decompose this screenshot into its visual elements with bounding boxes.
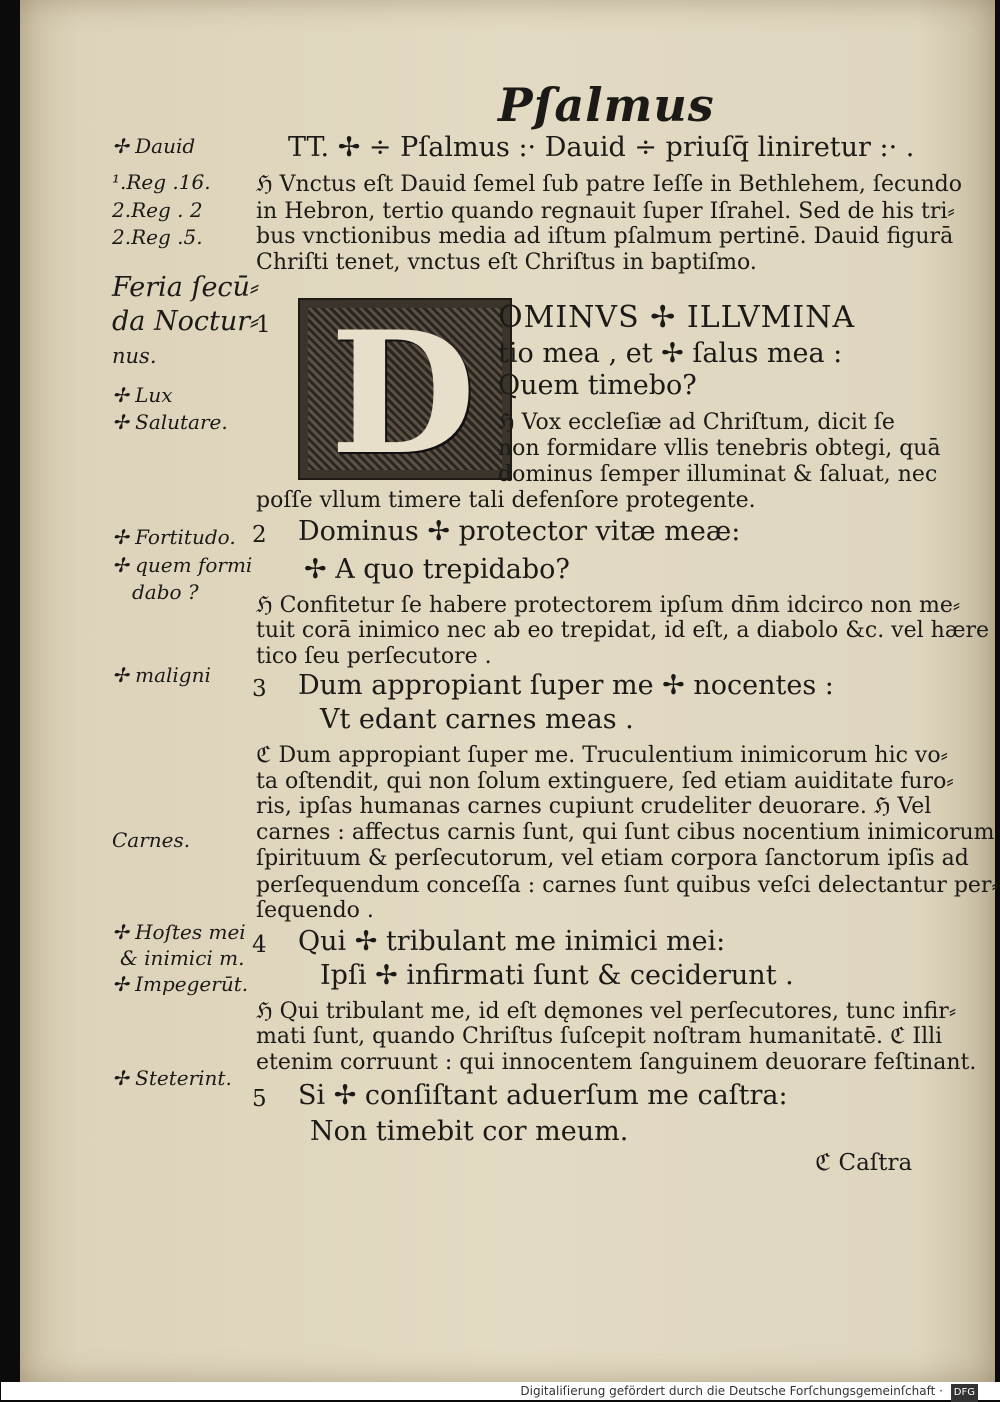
gloss-line: ſpirituum & perſecutorum, vel etiam corpora ſanctorum ipſis ad	[256, 846, 969, 871]
verse-number: 4	[252, 932, 267, 958]
decorated-initial	[298, 294, 512, 492]
gloss-line: ℭ Dum appropiant ſuper me. Truculentium inimicorum hic vo⸗	[256, 743, 948, 768]
gloss-line: ℌ Confitetur ſe habere protectorem ipſum dn̄m idcirco non me⸗	[256, 593, 961, 618]
margin-note: ✢ Hoſtes mei	[112, 920, 246, 944]
intro-line: in Hebron, tertio quando regnauit ſuper Iſrahel. Sed de his tri⸗	[256, 199, 955, 224]
footer-credit: Digitaliſierung gefördert durch die Deutsche Forſchungsgemeinſchaft ·	[520, 1384, 943, 1398]
margin-note: ✢ maligni	[112, 663, 211, 687]
margin-note: ¹.Reg .16.	[112, 170, 211, 194]
gloss-line: etenim corruunt : qui innocentem ſanguinem deuorare feſtinant.	[256, 1050, 977, 1075]
verse-number: 2	[252, 522, 267, 548]
verse-line: Dominus ✢ protector vitæ meæ:	[298, 516, 741, 547]
margin-note: ✢ Fortitudo.	[112, 525, 236, 549]
gloss-line: perſequendum conceſſa : carnes ſunt quibus veſci delectantur per⸗	[256, 873, 999, 898]
verse-line: tio mea , et ✢ ſalus mea :	[498, 338, 843, 369]
dfg-logo: DFG	[951, 1384, 978, 1402]
gloss-line: mati ſunt, quando Chriſtus ſuſcepit noſtram humanitatē. ℭ Illi	[256, 1024, 943, 1049]
psalm-title: TT. ✢ ÷ Pſalmus :· Dauid ÷ priuſq̄ liniretur :· .	[288, 132, 915, 163]
verse-number: 1	[256, 312, 271, 338]
verse-line: Quem timebo?	[498, 370, 697, 401]
gloss-line: tico ſeu perſecutore .	[256, 644, 492, 669]
margin-note: nus.	[112, 344, 157, 368]
margin-note: & inimici m.	[120, 946, 245, 970]
verse-line: Dum appropiant ſuper me ✢ nocentes :	[298, 670, 834, 701]
verse-number: 3	[252, 676, 267, 702]
verse-line: Non timebit cor meum.	[310, 1116, 629, 1147]
margin-note: dabo ?	[132, 580, 199, 604]
gloss-line: ℌ Qui tribulant me, id eſt dęmones vel perſecutores, tunc infir⸗	[256, 999, 957, 1024]
gloss-line: ſequendo .	[256, 898, 374, 923]
margin-note: ✢ Impegerūt.	[112, 972, 249, 996]
margin-note: 2.Reg .5.	[112, 225, 203, 249]
verse-line: OMINVS ✢ ILLVMINA	[498, 300, 856, 335]
book-page	[20, 0, 999, 1382]
margin-note: Carnes.	[112, 828, 191, 852]
gloss-line: non formidare vllis tenebris obtegi, quā	[498, 436, 941, 461]
gloss-line: carnes : affectus carnis ſunt, qui ſunt cibus nocentium inimicorum	[256, 820, 995, 845]
margin-note: ✢ Lux	[112, 383, 173, 407]
verse-line: ✢ A quo trepidabo?	[304, 554, 570, 585]
margin-note: da Noctur⸗	[112, 306, 260, 337]
gloss-line: ta oſtendit, qui non ſolum extinguere, ſed etiam auiditate furo⸗	[256, 769, 954, 794]
digitization-footer	[1, 1382, 1000, 1400]
gloss-line: ℌ Vox eccleſiæ ad Chriſtum, dicit ſe	[498, 410, 895, 435]
margin-note: ✢ quem formi	[112, 553, 253, 577]
margin-note: ✢ Dauid	[112, 134, 196, 158]
margin-note: ✢ Steterint.	[112, 1066, 232, 1090]
margin-note: Feria ſecū⸗	[112, 272, 259, 303]
gloss-line: poſſe vllum timere tali defenſore protegente.	[256, 488, 756, 513]
intro-line: bus vnctionibus media ad iſtum pſalmum pertinē. Dauid figurā	[256, 224, 954, 249]
gloss-line: dominus ſemper illuminat & ſaluat, nec	[498, 462, 938, 487]
catchword: ℭ Caſtra	[815, 1150, 913, 1176]
verse-line: Si ✢ conſiſtant aduerſum me caſtra:	[298, 1080, 788, 1111]
running-header: Pſalmus	[498, 78, 715, 132]
initial-letter: D	[330, 294, 476, 492]
verse-line: Qui ✢ tribulant me inimici mei:	[298, 926, 726, 957]
intro-line: ℌ Vnctus eſt Dauid ſemel ſub patre Ieſſe in Bethlehem, ſecundo	[256, 172, 962, 197]
verse-line: Ipſi ✢ infirmati ſunt & ceciderunt .	[320, 960, 794, 991]
verse-number: 5	[252, 1086, 267, 1112]
margin-note: ✢ Salutare.	[112, 410, 228, 434]
gloss-line: ris, ipſas humanas carnes cupiunt crudeliter deuorare. ℌ Vel	[256, 794, 932, 819]
intro-line: Chriſti tenet, vnctus eſt Chriſtus in baptiſmo.	[256, 250, 757, 275]
margin-note: 2.Reg . 2	[112, 198, 203, 222]
gloss-line: tuit corā inimico nec ab eo trepidat, id eſt, a diabolo &c. vel hære	[256, 618, 990, 643]
verse-line: Vt edant carnes meas .	[320, 704, 634, 735]
